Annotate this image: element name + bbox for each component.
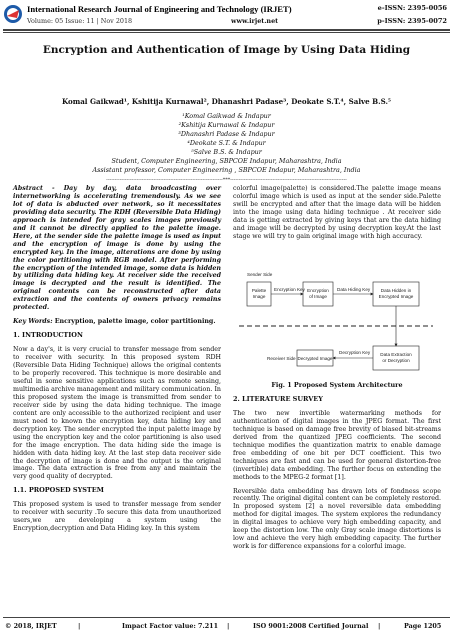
right-column-top <box>233 185 441 247</box>
encryption-of-image-line-2: of Image <box>309 294 327 299</box>
journal-website[interactable]: www.irjet.net <box>231 17 279 25</box>
section-proposed-system-text: This proposed system is used to transfer message from sender to receiver with security .To secure this data from unauthorized users,we are developing a system using the Encryption,decryption and Data Hiding key. In this system <box>13 501 221 533</box>
decrypted-image-label: Decrypted Image <box>297 356 333 361</box>
receiver-side-label: Receiver Side <box>267 356 296 361</box>
literature-paragraph-1: The two new invertible watermarking methods for authentication of digital images in the JPEG format. The first technique is based on damage free brevity of biased bit-streams derived from the quantized JPEG coefficients. The second technique modifies the quantization matrix to enable damage free embedding of one bit per DCT coefficient. This two techniques are fast and can be used for general distortion-free (invertible) data embedding. The further focus on extending the methods to the MPEG-2 format [1]. <box>233 409 441 481</box>
section-proposed-system-title: 1.1. PROPOSED SYSTEM <box>13 486 104 495</box>
p-issn: p-ISSN: 2395-0072 <box>377 17 447 25</box>
irjet-logo <box>3 4 23 24</box>
system-architecture-figure <box>233 268 441 386</box>
data-extraction-line-2: or Decryption <box>382 358 410 363</box>
right-intro-text: colorful image(palette) is considered.The palette image means colorful image which is used as input at the sender side.Palette swill be encrypted and after that the image data will be hidden into the image using data hiding technique . At receiver side data is getting extracted by giving keys that are the data hiding and image will be decrypted by using decryption key.At the last stage we will try to gain original image with high accuracy. <box>233 185 441 240</box>
data-hidden-line-1: Data Hidden in <box>380 288 412 293</box>
left-column <box>13 185 221 539</box>
data-hidden-label <box>379 288 414 299</box>
abstract <box>13 185 221 312</box>
section-literature-title: 2. LITERATURE SURVEY <box>233 395 323 403</box>
palette-image-line-1: Palette <box>251 288 267 293</box>
footer-page: Page 1205 <box>404 622 442 630</box>
footer-sep-2: | <box>227 622 230 630</box>
affiliation-5: ⁵Salve B.S. & Indapur <box>191 148 262 156</box>
section-introduction-title: 1. INTRODUCTION <box>13 331 83 340</box>
affiliation-3: ³Dhanashri Padase & Indapur <box>178 130 275 138</box>
header-rule <box>3 29 450 31</box>
separator-line: ---------------------------------------------------------------------***--------------------------------------------------------------------- <box>106 177 347 183</box>
footer-copyright: © 2018, IRJET <box>5 622 57 630</box>
right-column-bottom <box>233 396 441 557</box>
literature-paragraph-2: Reversible data embedding has drawn lots of fondness scope recently. The original digital content can be completely restored. In proposed system [2] a novel reversible data embedding method for digital images. The system explores the redundancy in digital images to achieve very high embedding capacity, and keep the distortion low. The only Gray scale image distortions is low and achieve the very high embedding capacity. The further work is for difference expansions for a colorful image. <box>233 487 441 551</box>
keywords <box>13 318 221 326</box>
affiliation-1: ¹Komal Gaikwad & Indapur <box>182 112 271 120</box>
figure-caption: Fig. 1 Proposed System Architecture <box>271 381 403 389</box>
sender-side-label: Sender Side <box>247 272 273 277</box>
section-introduction-text: Now a day's, it is very crucial to transfer message from sender to receiver with security. In this proposed system RDH (Reversible Data Hiding Technique) allows the original contents to be properly recovered. This technique is more desirable and useful in some sensitive applications such as remote sensing, multimedia archive management and military communication. In this proposed system the image is transmitted from sender to receiver side by using the data hiding technique. The image content are only accessible to the authorized recipient and user must need to known the encryption key, data hiding key and decryption key. The sender encrypted the input palette image by using the encryption key and the color partitioning is also used for the image encryption. The data hiding side the image is hidden with data hiding key. At the last step data receiver side the decryption of image is done and the output is the original image. The data extraction is free from any and maintain the very good quality of decrypted. <box>13 346 221 481</box>
footer-iso: ISO 9001:2008 Certified Journal <box>253 622 369 630</box>
encryption-of-image-line-1: Encryption <box>307 288 329 293</box>
affiliation-2: ²Kshitija Kurnawal & Indapur <box>178 121 275 129</box>
e-issn: e-ISSN: 2395-0056 <box>377 4 447 12</box>
data-hiding-key-label: Data Hiding Key <box>337 287 371 292</box>
keywords-label: Key Words: <box>13 318 53 326</box>
data-extraction-label <box>380 352 412 363</box>
journal-header <box>0 0 453 40</box>
author-list: Komal Gaikwad¹, Kshitija Kurnawal², Dhanashri Padase³, Deokate S.T.⁴, Salve B.S.⁵ <box>61 97 392 106</box>
affiliation-professor: Assistant professor, Computer Engineering , SBPCOE Indapur, Maharashtra, India <box>92 166 361 174</box>
abstract-text: - Day by day, data broadcasting over internetworking is accelerating tremendously. As we see lot of data is abducted over network, so it necessitates providing data security. The RDH (Reversible Data Hiding) approach is intended for gray scales images previously and it cannot be directly applied to the palette image. Here, at the sender side the palette image is used as input and the encryption of image is done by using the encrypted key. In the image, alterations are done by using the color partitioning with RGB model. After performing the encryption of the intended image, some data is hidden by utilizing data hiding key. At receiver side the received image is decrypted and the result is identified. The original contents can be reconstructed after data extraction and the contents of owners privacy remains protected. <box>13 185 221 312</box>
keywords-text: Encryption, palette image, color partitioning. <box>54 318 216 326</box>
journal-title: International Research Journal of Engineering and Technology (IRJET) <box>27 4 292 14</box>
palette-image-label <box>252 288 267 299</box>
footer-rule <box>3 617 450 618</box>
data-hidden-line-2: Encrypted Image <box>378 294 414 299</box>
encryption-of-image-label <box>307 288 329 299</box>
data-extraction-line-1: Data Extraction <box>380 352 412 357</box>
encryption-key-label: Encryption Key <box>274 287 305 292</box>
paper-title: Encryption and Authentication of Image by Using Data Hiding <box>42 44 411 56</box>
journal-volume: Volume: 05 Issue: 11 | Nov 2018 <box>27 17 133 25</box>
abstract-label: Abstract <box>13 185 43 192</box>
footer-sep-3: | <box>378 622 381 630</box>
decryption-key-label: Decryption Key <box>339 350 371 355</box>
affiliation-4: ⁴Deokate S.T. & Indapur <box>187 139 266 147</box>
header-rule-thin <box>3 32 450 33</box>
footer-sep-1: | <box>78 622 81 630</box>
footer-impact: Impact Factor value: 7.211 <box>122 622 219 630</box>
affiliation-student: Student, Computer Engineering, SBPCOE Indapur, Maharashtra, India <box>111 157 342 165</box>
palette-image-line-2: Image <box>252 294 266 299</box>
